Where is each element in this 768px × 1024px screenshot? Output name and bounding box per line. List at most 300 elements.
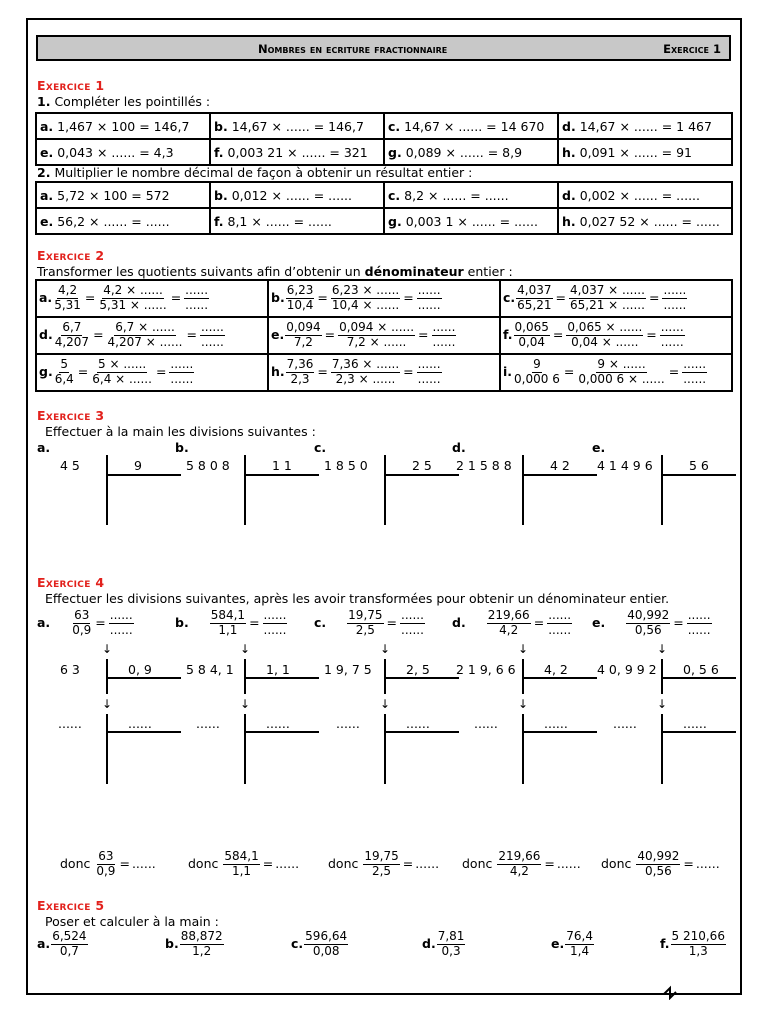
equals-sign: =	[402, 855, 414, 871]
item-label: e.	[592, 614, 606, 630]
item-text: 0,027 52 × ...... = ......	[579, 213, 720, 229]
ex5-title: Exercice 5	[37, 898, 105, 913]
numerator: 5	[60, 357, 69, 372]
denominator: ......	[432, 335, 456, 349]
numerator: 6,23 × ......	[331, 283, 400, 298]
item-text: 0,003 1 × ...... = ......	[405, 213, 538, 229]
item-label: f.	[660, 935, 670, 951]
numerator: 6,23	[286, 283, 314, 298]
equals-sign: =	[317, 290, 328, 305]
dividend: 6 3	[60, 662, 80, 677]
result-fraction	[263, 609, 288, 638]
numerator: 4,037	[517, 283, 552, 298]
transformed-divisor: ......	[544, 716, 568, 731]
denominator: 0,7	[59, 943, 79, 958]
ex3-title: Exercice 3	[37, 408, 105, 423]
ex1-cell	[210, 208, 384, 234]
ex1-cell	[36, 208, 210, 234]
transformed-divisor: ......	[128, 716, 152, 731]
denominator: 0,000 6	[514, 372, 560, 386]
item-label: d.	[422, 935, 436, 951]
down-arrow: ↓	[102, 642, 113, 656]
down-arrow: ↓	[240, 642, 251, 656]
numerator: 4,2	[58, 283, 78, 298]
divisor: 1, 1	[266, 662, 290, 677]
equals-sign: =	[84, 290, 96, 305]
result-fraction	[400, 609, 425, 638]
dividend: 5 8 4, 1	[186, 662, 234, 677]
ex4-title: Exercice 4	[37, 575, 105, 590]
donc-result	[462, 850, 581, 879]
numerator: 63	[98, 849, 114, 863]
quotient-fraction	[210, 609, 246, 638]
denominator: ......	[263, 622, 287, 637]
numerator: 76,4	[566, 929, 593, 943]
transformed-dividend: ......	[474, 716, 498, 731]
item-label: e.	[40, 213, 54, 229]
denominator: 10,4 × ......	[331, 298, 400, 312]
division-horizontal-bar	[244, 474, 319, 476]
donc-result	[188, 850, 299, 879]
item-text: 14,67 × ...... = 14 670	[404, 118, 545, 134]
transformed-fraction	[107, 321, 184, 350]
quotient-fraction	[487, 609, 531, 638]
division-horizontal-bar	[106, 731, 181, 733]
quotient-fraction	[636, 850, 680, 879]
quotient-fraction	[304, 930, 348, 959]
item-text: 0,012 × ...... = ......	[231, 187, 352, 203]
denominator: 1,1	[231, 863, 252, 878]
result-fraction	[687, 609, 712, 638]
numerator: 63	[74, 608, 90, 622]
ex2-cell	[500, 280, 732, 317]
division-vertical-bar	[661, 455, 663, 525]
equals-sign: =	[552, 327, 564, 342]
item-label: c.	[388, 118, 401, 134]
numerator: ......	[401, 608, 424, 622]
denominator: ......	[663, 298, 687, 312]
divisor: 9	[134, 458, 142, 473]
numerator: ......	[200, 320, 224, 335]
denominator: ......	[548, 622, 572, 637]
dividend: 4 0, 9 9 2	[597, 662, 657, 677]
ex5-item	[37, 930, 89, 959]
denominator: 65,21 × ......	[570, 298, 645, 312]
divisor: 0, 9	[128, 662, 152, 677]
division-vertical-bar	[106, 714, 108, 784]
denominator: 0,3	[441, 943, 461, 958]
transformed-divisor: ......	[406, 716, 430, 731]
down-arrow: ↓	[240, 697, 251, 711]
ex5-intro: Poser et calculer à la main :	[45, 914, 219, 929]
result-dots: ......	[415, 855, 440, 871]
item-label: g.	[388, 144, 402, 160]
denominator: ......	[417, 298, 441, 312]
item-label: i.	[503, 364, 513, 379]
numerator: ......	[548, 608, 572, 622]
result-fraction	[184, 284, 209, 313]
page-header	[36, 35, 731, 61]
down-arrow: ↓	[102, 697, 113, 711]
division-horizontal-bar	[384, 677, 459, 679]
ex2-cell	[36, 280, 268, 317]
denominator: 6,4	[54, 372, 74, 386]
equals-sign: =	[403, 364, 414, 379]
equals-sign: =	[77, 364, 89, 379]
division-label: d.	[452, 440, 466, 455]
donc-result	[60, 850, 156, 879]
item-label: d.	[562, 187, 576, 203]
numerator: ......	[660, 320, 684, 335]
numerator: 219,66	[487, 608, 530, 622]
denominator: 2,5	[371, 863, 392, 878]
division-vertical-bar	[244, 455, 246, 525]
dividend: 4 5	[60, 458, 80, 473]
denominator: ......	[200, 335, 224, 349]
division-horizontal-bar	[522, 731, 597, 733]
denominator: 4,2	[499, 622, 519, 637]
ex1-cell	[384, 113, 558, 139]
numerator: ......	[263, 608, 287, 622]
denominator: 10,4	[286, 298, 314, 312]
result-fraction	[417, 284, 442, 313]
denominator: ......	[417, 372, 441, 386]
item-label: b.	[214, 118, 228, 134]
ex4-expression	[37, 609, 135, 638]
quotient-fraction	[71, 609, 92, 638]
numerator: 6,7 × ......	[115, 320, 175, 335]
result-fraction	[200, 321, 225, 350]
dividend: 2 1 5 8 8	[456, 458, 512, 473]
denominator: 0,56	[634, 622, 662, 637]
denominator: 5,31	[54, 298, 81, 312]
equals-sign: =	[683, 855, 694, 871]
quotient-fraction	[180, 930, 224, 959]
transformed-fraction	[566, 321, 643, 350]
quotient-fraction	[51, 930, 87, 959]
numerator: 219,66	[498, 849, 541, 863]
item-label: f.	[503, 327, 513, 342]
quotient-fraction	[223, 850, 259, 879]
transformed-divisor: ......	[683, 716, 707, 731]
donc-result	[328, 850, 439, 879]
division-vertical-bar	[522, 714, 524, 784]
ex5-item	[551, 930, 595, 959]
numerator: ......	[170, 357, 194, 372]
item-label: d.	[562, 118, 576, 134]
header-title: Nombres en ecriture fractionnaire	[258, 42, 448, 56]
numerator: 7,36 × ......	[331, 357, 400, 372]
donc-word: donc	[601, 855, 636, 871]
denominator: 2,3	[290, 372, 310, 386]
item-label: h.	[562, 213, 576, 229]
denominator: 0,08	[312, 943, 340, 958]
numerator: ......	[417, 357, 441, 372]
quotient-fraction	[285, 321, 321, 350]
ex1-cell	[384, 182, 558, 208]
result-fraction	[417, 358, 442, 387]
donc-word: donc	[60, 855, 95, 871]
item-label: b.	[214, 187, 228, 203]
donc-word: donc	[188, 855, 223, 871]
ex2-cell	[268, 280, 500, 317]
ex2-title: Exercice 2	[37, 248, 105, 263]
quotient-fraction	[347, 609, 383, 638]
denominator: 0,9	[72, 622, 92, 637]
numerator: 584,1	[224, 849, 259, 863]
denominator: ......	[401, 622, 424, 637]
numerator: 6,524	[52, 929, 87, 943]
transformed-dividend: ......	[336, 716, 360, 731]
item-label: e.	[551, 935, 565, 951]
denominator: 0,04	[518, 335, 546, 349]
ex2-table	[35, 279, 733, 392]
divisor: 2, 5	[406, 662, 430, 677]
transformed-dividend: ......	[613, 716, 637, 731]
ex5-item	[165, 930, 225, 959]
ex1-table-2	[35, 181, 733, 235]
equals-sign: =	[646, 327, 657, 342]
numerator: ......	[417, 283, 441, 298]
denominator: 5,31 × ......	[99, 298, 167, 312]
denominator: 4,207 × ......	[107, 335, 183, 349]
division-label: b.	[175, 440, 189, 455]
numerator: 596,64	[305, 929, 348, 943]
result-fraction	[109, 609, 134, 638]
ex1-cell	[558, 113, 732, 139]
equals-sign: =	[170, 290, 182, 305]
item-text: 8,2 × ...... = ......	[404, 187, 509, 203]
ex2-cell	[500, 317, 732, 354]
divisor: 1 1	[272, 458, 292, 473]
denominator: 7,2 × ......	[346, 335, 407, 349]
dividend: 5 8 0 8	[186, 458, 230, 473]
divisor: 4, 2	[544, 662, 568, 677]
denominator: 4,2	[509, 863, 529, 878]
result-dots: ......	[131, 855, 156, 871]
ex5-item	[660, 930, 727, 959]
ex1-cell	[210, 113, 384, 139]
equals-sign: =	[544, 855, 555, 871]
quotient-fraction	[626, 609, 670, 638]
quotient-fraction	[363, 850, 399, 879]
item-label: b.	[271, 290, 285, 305]
item-label: d.	[452, 614, 466, 630]
denominator: 7,2	[293, 335, 313, 349]
result-dots: ......	[275, 855, 300, 871]
item-label: h.	[562, 144, 576, 160]
transformed-divisor: ......	[266, 716, 290, 731]
division-vertical-bar	[384, 714, 386, 784]
denominator: 0,56	[645, 863, 672, 878]
item-label: a.	[39, 290, 53, 305]
division-horizontal-bar	[661, 474, 736, 476]
item-label: c.	[314, 614, 327, 630]
header-exercise: Exercice 1	[663, 42, 721, 56]
numerator: 9	[533, 357, 541, 372]
equals-sign: =	[648, 290, 660, 305]
down-arrow: ↓	[518, 697, 529, 711]
divisor: 0, 5 6	[683, 662, 719, 677]
quotient-fraction	[286, 358, 315, 387]
ex4-expression	[592, 609, 713, 638]
result-fraction	[682, 358, 707, 387]
result-fraction	[662, 284, 687, 313]
equals-sign: =	[418, 327, 429, 342]
item-label: g.	[388, 213, 402, 229]
division-horizontal-bar	[661, 677, 736, 679]
item-label: c.	[388, 187, 401, 203]
denominator: 1,2	[192, 943, 212, 958]
numerator: 19,75	[348, 608, 383, 622]
transformed-fraction	[569, 284, 646, 313]
division-horizontal-bar	[244, 677, 319, 679]
division-label: c.	[314, 440, 327, 455]
ex2-cell	[500, 354, 732, 391]
denominator: 2,5	[355, 622, 375, 637]
denominator: ......	[170, 372, 194, 386]
ex1-cell	[558, 208, 732, 234]
item-text: 0,089 × ...... = 8,9	[405, 144, 523, 160]
division-vertical-bar	[106, 455, 108, 525]
numerator: 4,037 × ......	[570, 283, 645, 298]
item-text: 14,67 × ...... = 146,7	[231, 118, 364, 134]
equals-sign: =	[93, 327, 104, 342]
numerator: 19,75	[364, 849, 399, 863]
result-dots: ......	[695, 855, 720, 871]
equals-sign: =	[555, 290, 567, 305]
numerator: ......	[683, 357, 707, 372]
ex1-part1: 1. Compléter les pointillés :	[37, 94, 211, 109]
ex4-expression	[175, 609, 288, 638]
item-text: 14,67 × ...... = 1 467	[579, 118, 712, 134]
denominator: 0,000 6 × ......	[578, 372, 665, 386]
denominator: 65,21	[517, 298, 552, 312]
quotient-fraction	[497, 850, 541, 879]
ex1-table-1	[35, 112, 733, 166]
item-text: 0,002 × ...... = ......	[579, 187, 700, 203]
ex4-expression	[452, 609, 573, 638]
division-vertical-bar	[522, 455, 524, 525]
numerator: 6,7	[62, 320, 82, 335]
division-vertical-bar	[384, 455, 386, 525]
transformed-fraction	[98, 284, 167, 313]
item-label: f.	[214, 144, 224, 160]
item-text: 0,091 × ...... = 91	[579, 144, 693, 160]
equals-sign: =	[403, 290, 414, 305]
quotient-fraction	[286, 284, 315, 313]
numerator: 0,094	[286, 320, 321, 335]
dividend: 1 9, 7 5	[324, 662, 372, 677]
ex1-cell	[384, 208, 558, 234]
equals-sign: =	[386, 614, 398, 630]
ex5-item	[291, 930, 349, 959]
divisor: 2 5	[412, 458, 432, 473]
ex1-cell	[384, 139, 558, 165]
equals-sign: =	[249, 614, 260, 630]
numerator: 0,065 × ......	[567, 320, 643, 335]
item-label: c.	[291, 935, 304, 951]
ex1-cell	[558, 182, 732, 208]
result-fraction	[432, 321, 457, 350]
equals-sign: =	[95, 614, 106, 630]
item-label: h.	[271, 364, 285, 379]
division-vertical-bar	[661, 714, 663, 784]
item-label: a.	[37, 614, 51, 630]
numerator: ......	[687, 608, 711, 622]
item-label: e.	[40, 144, 54, 160]
ex1-cell	[558, 139, 732, 165]
numerator: 9 × ......	[597, 357, 646, 372]
numerator: ......	[432, 320, 456, 335]
equals-sign: =	[668, 364, 680, 379]
item-label: g.	[39, 364, 53, 379]
quotient-fraction	[514, 321, 550, 350]
division-label: e.	[592, 440, 606, 455]
division-horizontal-bar	[661, 731, 736, 733]
ex5-item	[422, 930, 466, 959]
result-dots: ......	[556, 855, 581, 871]
division-vertical-bar	[244, 714, 246, 784]
numerator: ......	[109, 608, 133, 622]
result-fraction	[660, 321, 685, 350]
denominator: 6,4 × ......	[92, 372, 152, 386]
item-label: d.	[39, 327, 53, 342]
divisor: 5 6	[689, 458, 709, 473]
transformed-fraction	[331, 358, 400, 387]
equals-sign: =	[155, 364, 167, 379]
numerator: 4,2 × ......	[103, 283, 163, 298]
ex2-cell	[36, 317, 268, 354]
down-arrow: ↓	[380, 697, 391, 711]
denominator: 1,1	[218, 622, 238, 637]
ex2-cell	[268, 354, 500, 391]
ex1-cell	[36, 113, 210, 139]
ex1-cell	[36, 139, 210, 165]
numerator: 7,36	[286, 357, 314, 372]
denominator: 0,04 × ......	[571, 335, 639, 349]
denominator: 2,3 × ......	[335, 372, 396, 386]
quotient-fraction	[671, 930, 726, 959]
division-horizontal-bar	[384, 474, 459, 476]
denominator: ......	[660, 335, 684, 349]
quotient-fraction	[516, 284, 552, 313]
ex4-expression	[314, 609, 426, 638]
denominator: ......	[185, 298, 209, 312]
item-text: 0,043 × ...... = 4,3	[57, 144, 174, 160]
numerator: 7,81	[437, 929, 465, 943]
numerator: 5 210,66	[671, 929, 725, 943]
item-label: a.	[37, 935, 51, 951]
numerator: 584,1	[210, 608, 246, 622]
equals-sign: =	[533, 614, 545, 630]
quotient-fraction	[437, 930, 466, 959]
division-horizontal-bar	[244, 731, 319, 733]
result-fraction	[169, 358, 194, 387]
ex2-cell	[268, 317, 500, 354]
division-horizontal-bar	[384, 731, 459, 733]
denominator: 0,9	[96, 863, 116, 878]
equals-sign: =	[119, 855, 130, 871]
equals-sign: =	[324, 327, 336, 342]
item-text: 1,467 × 100 = 146,7	[57, 118, 190, 134]
division-label: a.	[37, 440, 51, 455]
dividend: 1 8 5 0	[324, 458, 368, 473]
ex1-cell	[210, 182, 384, 208]
transformed-dividend: ......	[58, 716, 82, 731]
numerator: 40,992	[627, 608, 670, 622]
denominator: ......	[109, 622, 133, 637]
